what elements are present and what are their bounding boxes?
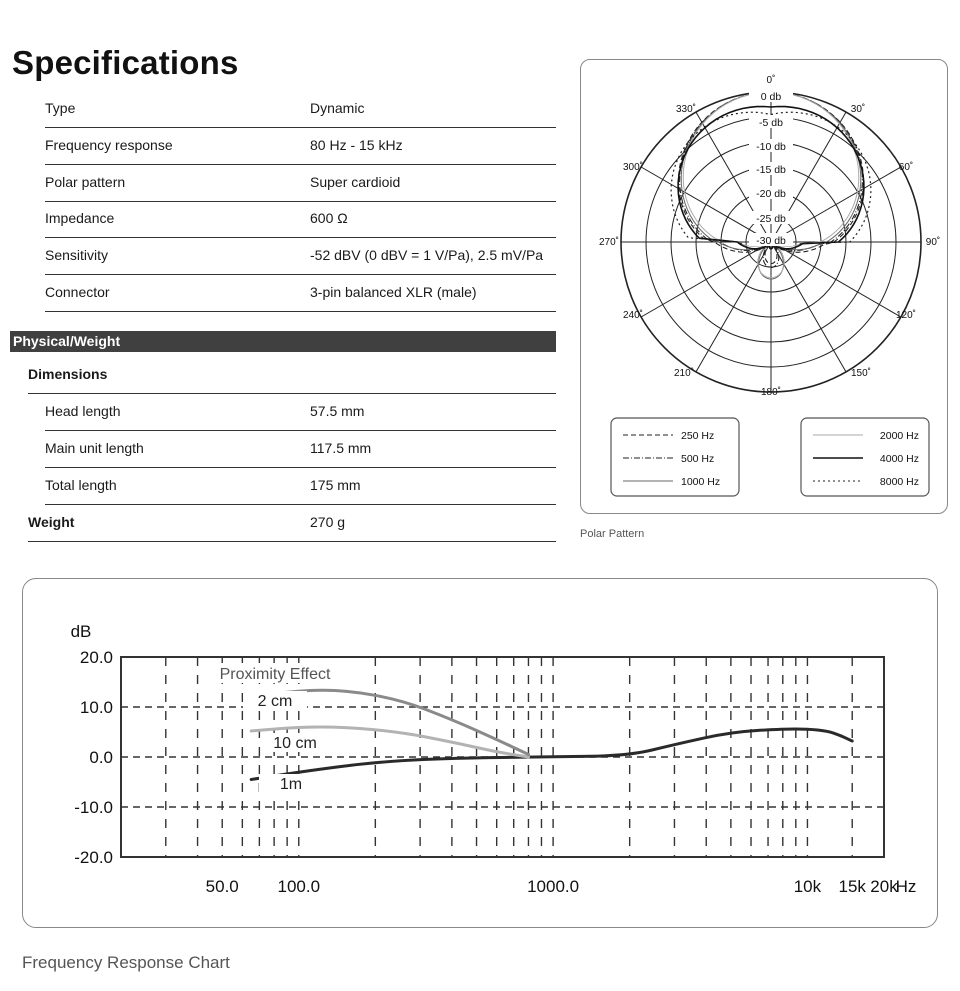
frequency-response-chart <box>23 579 939 929</box>
spec-row-polar-pattern <box>45 164 556 202</box>
spec-row-total-length <box>45 467 556 505</box>
polar-angle-label: 330˚ <box>675 104 697 115</box>
polar-angle-label: 180˚ <box>760 387 782 398</box>
spec-label: Polar pattern <box>45 174 126 190</box>
freq-y-tick-label: -10.0 <box>74 798 113 817</box>
spec-value: -52 dBV (0 dBV = 1 V/Pa), 2.5 mV/Pa <box>310 247 544 263</box>
spec-label: Total length <box>45 477 117 493</box>
frequency-response-panel <box>22 578 938 928</box>
freq-x-tick-label: 10k <box>793 877 822 896</box>
spec-row-head-length <box>45 393 556 431</box>
spec-label: Type <box>45 100 76 116</box>
polar-legend-label: 1000 Hz <box>681 476 721 488</box>
polar-ring-label: 0 db <box>760 91 782 103</box>
polar-angle-label: 120˚ <box>895 310 917 321</box>
weight-label: Weight <box>28 514 75 530</box>
spec-label: Head length <box>45 403 121 419</box>
polar-spoke <box>771 242 901 317</box>
freq-annotation: Proximity Effect <box>219 666 331 683</box>
freq-series-label: 1m <box>279 776 303 793</box>
polar-ring-label: -30 db <box>756 235 786 247</box>
spec-row-connector <box>45 274 556 312</box>
freq-y-tick-label: 10.0 <box>79 698 113 717</box>
freq-y-tick-label: 20.0 <box>79 648 113 667</box>
spec-row-impedance <box>45 200 556 238</box>
freq-x-tick-label: 100.0 <box>277 877 321 896</box>
polar-angle-label: 210˚ <box>673 368 695 379</box>
physical-weight-header: Physical/Weight <box>10 331 556 352</box>
polar-ring-label: -5 db <box>759 117 783 129</box>
polar-legend-label: 250 Hz <box>681 430 715 442</box>
spec-value: 80 Hz - 15 kHz <box>310 137 403 153</box>
weight-value: 270 g <box>310 514 346 530</box>
spec-value: 600 Ω <box>310 210 348 226</box>
spec-value: Super cardioid <box>310 174 401 190</box>
polar-angle-label: 0˚ <box>766 75 776 86</box>
spec-row-sensitivity <box>45 237 556 275</box>
freq-y-tick-label: -20.0 <box>74 848 113 867</box>
spec-value: 3-pin balanced XLR (male) <box>310 284 477 300</box>
spec-label: Main unit length <box>45 440 144 456</box>
freq-x-tick-label: 15k <box>838 877 866 896</box>
spec-label: Connector <box>45 284 110 300</box>
polar-angle-label: 270˚ <box>598 237 620 248</box>
polar-pattern-caption: Polar Pattern <box>580 528 645 540</box>
polar-ring-label: -20 db <box>756 188 786 200</box>
spec-row-type <box>45 90 556 128</box>
spec-value: 57.5 mm <box>310 403 365 419</box>
polar-pattern-panel <box>580 59 948 514</box>
polar-spoke <box>696 242 771 372</box>
spec-row-main-unit-length <box>45 430 556 468</box>
freq-curves <box>251 690 852 779</box>
polar-ring-label: -10 db <box>756 141 786 153</box>
freq-x-tick-label: 1000.0 <box>527 877 580 896</box>
polar-labels <box>599 74 940 398</box>
specifications-title: Specifications <box>12 44 239 81</box>
freq-curve-1m <box>251 729 852 780</box>
freq-x-tick-label: 20k <box>870 877 898 896</box>
polar-ring-label: -25 db <box>756 213 786 225</box>
polar-angle-label: 30˚ <box>850 104 866 115</box>
polar-pattern-chart <box>581 60 949 515</box>
polar-angle-label: 90˚ <box>925 237 941 248</box>
spec-label: Frequency response <box>45 137 173 153</box>
polar-legend-label: 4000 Hz <box>879 453 919 465</box>
polar-legend <box>623 430 919 488</box>
spec-label: Sensitivity <box>45 247 109 263</box>
polar-angle-label: 150˚ <box>850 368 872 379</box>
spec-row-frequency-response <box>45 127 556 165</box>
polar-spoke <box>641 242 771 317</box>
polar-ring-label: -15 db <box>756 164 786 176</box>
spec-row-weight <box>28 504 556 542</box>
dimensions-row <box>28 356 556 394</box>
polar-legend-label: 8000 Hz <box>879 476 919 488</box>
spec-value: 175 mm <box>310 477 361 493</box>
freq-x-tick-label: 50.0 <box>205 877 239 896</box>
polar-angle-label: 60˚ <box>898 162 914 173</box>
freq-series-label: 2 cm <box>257 693 293 710</box>
freq-y-axis-label: dB <box>70 622 92 641</box>
spec-value: 117.5 mm <box>310 440 372 456</box>
polar-angle-label: 240˚ <box>622 310 644 321</box>
polar-angle-label: 300˚ <box>622 162 644 173</box>
polar-spoke <box>771 242 846 372</box>
dimensions-label: Dimensions <box>28 366 108 382</box>
polar-legend-label: 2000 Hz <box>879 430 919 442</box>
freq-series-label: 10 cm <box>273 735 317 752</box>
frequency-response-caption: Frequency Response Chart <box>22 953 230 972</box>
polar-legend-label: 500 Hz <box>681 453 715 465</box>
spec-value: Dynamic <box>310 100 365 116</box>
freq-x-axis-unit: Hz <box>895 877 917 896</box>
spec-label: Impedance <box>45 210 115 226</box>
freq-y-tick-label: 0.0 <box>89 748 113 767</box>
